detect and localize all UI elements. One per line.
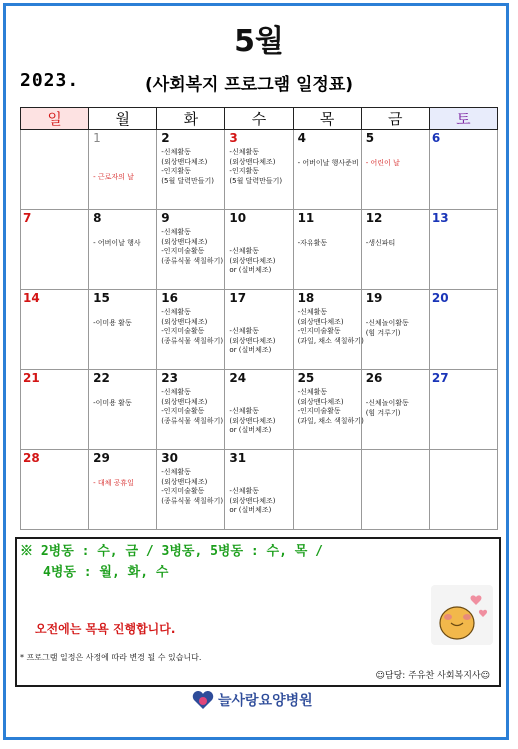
day-number [298,451,357,465]
heart-logo-icon [192,690,214,710]
day-number: 5 [365,131,375,145]
day-number: 29 [93,451,110,465]
hospital-logo [192,689,313,711]
day-events: -신체활동 (외상맨다체조) -인지활동 (5월 달력만들기) [161,148,214,185]
day-cell [293,450,361,530]
day-cell [293,130,361,210]
day-cell [293,210,361,290]
day-number: 8 [93,211,102,225]
day-cell [21,210,89,290]
day-cell [429,450,497,530]
calendar-table [20,107,498,530]
day-cell [225,450,293,530]
day-cell [429,210,497,290]
day-number [366,451,425,465]
day-number: 30 [161,451,178,465]
day-number: 4 [297,131,306,145]
day-number: 20 [431,291,449,305]
day-cell [293,370,364,450]
day-cell [429,370,497,450]
day-cell [225,210,293,290]
day-number: 2 [161,131,170,145]
week-row [21,130,498,210]
day-number: 22 [93,371,110,385]
day-cell [429,130,497,210]
day-number [23,131,86,145]
day-events: -신체활동 (외상맨다체조) -인지미술활동 (종류식물 색칠하기) [161,308,224,345]
day-events: -신체활동 (외상맨다체조) or (실버체조) [229,407,276,434]
character-illustration [431,585,493,645]
day-cell [21,130,89,210]
day-number [432,451,495,465]
day-events: -이미용 활동 [93,319,132,327]
day-cell [89,130,157,210]
week-row [21,450,498,530]
weekday-mon: 월 [89,108,157,130]
day-events: -신체활동 (외상맨다체조) or (실버체조) [229,487,276,514]
day-number: 6 [431,131,441,145]
day-events: -이미용 활동 [93,399,132,407]
day-events: -신체활동 (외상맨다체조) -인지미술활동 (종류식물 색칠하기) [161,468,224,505]
weekday-fri: 금 [361,108,429,130]
day-number: 12 [365,211,383,225]
day-cell [225,290,293,370]
day-cell [89,370,157,450]
day-cell [21,370,89,450]
day-events: -신체활동 (외상맨다체조) or (실버체조) [229,327,276,354]
day-number: 9 [161,211,170,225]
day-number: 14 [23,291,40,305]
weekday-thu: 목 [293,108,361,130]
weekday-header-row [21,108,498,130]
notes-box [15,537,501,687]
day-events: -신체활동 (외상맨다체조) -인지미술활동 (과일, 채소 색칠하기) [297,308,364,345]
day-cell [89,450,157,530]
day-cell [429,290,497,370]
day-events: - 근로자의 날 [93,173,134,181]
day-events: -신체활동 (외상맨다체조) or (실버체조) [229,247,276,274]
ward-schedule-line-1: ※ 2병동 : 수, 금 / 3병동, 5병동 : 수, 목 / [20,544,323,559]
day-cell [21,450,89,530]
week-row [21,370,498,450]
day-cell [89,290,157,370]
day-number: 28 [23,451,40,465]
week-row [21,210,498,290]
day-events: - 어버이날 행사준비 [297,159,359,167]
morning-bath-notice: 오전에는 목욕 진행합니다. [35,622,176,636]
day-number: 17 [229,291,247,305]
day-cell [225,370,293,450]
manager-credit: ☺담당: 주유찬 사회복지사☺ [375,671,490,681]
day-events: -생신파티 [365,239,396,247]
day-number: 15 [93,291,110,305]
weekday-sat: 토 [429,108,497,130]
day-number: 11 [297,211,315,225]
day-events: - 어린이 날 [365,159,400,167]
day-events: -신체활동 (외상맨다체조) -인지미술활동 (종류식물 색칠하기) [161,388,224,425]
day-cell [21,290,89,370]
day-cell [293,290,364,370]
ward-schedule-line-2: 4병동 : 월, 화, 수 [43,565,169,580]
day-cell [361,450,429,530]
day-cell [361,290,429,370]
day-cell [361,210,429,290]
day-cell [157,130,225,210]
day-events: -신체활동 (외상맨다체조) -인지미술활동 (과일, 채소 색칠하기) [297,388,364,425]
day-cell [157,290,225,370]
day-events: -신체활동 (외상맨다체조) -인지미술활동 (종류식물 색칠하기) [161,228,224,265]
day-events: - 어버이날 행사 [93,239,141,247]
day-number: 19 [365,291,383,305]
day-events: -신체놀이활동 (힘 겨루기) [365,319,409,337]
day-cell [361,130,429,210]
day-cell [89,210,157,290]
day-events: - 대체 공휴일 [93,479,134,487]
change-disclaimer: * 프로그램 일정은 사정에 따라 변경 될 수 있습니다. [20,653,202,662]
weekday-sun: 일 [21,108,89,130]
month-title: 5월 [234,24,284,59]
day-cell [225,130,293,210]
day-number: 16 [161,291,178,305]
day-number: 18 [297,291,315,305]
hospital-name: 늘사랑요양병원 [218,693,313,709]
day-number: 26 [365,371,383,385]
day-events: -신체놀이활동 (힘 겨루기) [365,399,409,417]
week-row [21,290,498,370]
weekday-wed: 수 [225,108,293,130]
weekday-tue: 화 [157,108,225,130]
day-number: 23 [161,371,178,385]
day-number: 7 [23,211,32,225]
day-number: 27 [431,371,449,385]
year-label: 2023. [20,70,80,91]
day-number: 10 [229,211,247,225]
day-number: 31 [229,451,247,465]
day-cell [157,450,225,530]
day-cell [157,210,225,290]
day-number: 1 [93,131,101,145]
day-number: 21 [23,371,40,385]
day-number: 13 [431,211,449,225]
day-events: -자유활동 [297,239,328,247]
day-cell [157,370,225,450]
schedule-subtitle: (사회복지 프로그램 일정표) [145,75,354,95]
day-number: 3 [229,131,238,145]
day-events: -신체활동 (외상맨다체조) -인지활동 (5월 달력만들기) [229,148,283,185]
day-cell [361,370,429,450]
day-number: 25 [297,371,315,385]
day-number: 24 [229,371,247,385]
